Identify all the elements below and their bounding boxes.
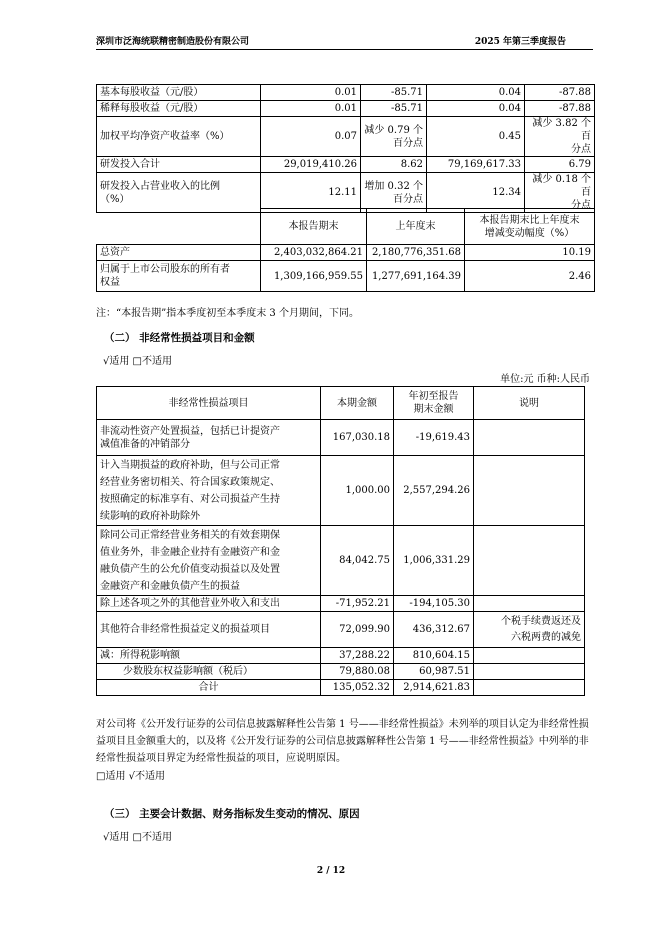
table-row bbox=[97, 173, 595, 213]
cell-value: 12.11 bbox=[261, 173, 361, 213]
cell-value: 1,277,691,164.39 bbox=[367, 261, 465, 292]
item-label: 除上述各项之外的其他营业外收入和支出 bbox=[97, 596, 321, 612]
cell-value: 0.07 bbox=[261, 117, 361, 157]
row-label: 加权平均净资产收益率（%） bbox=[97, 117, 261, 157]
ytd-amount: 810,604.15 bbox=[394, 648, 474, 664]
applicable-status: √适用 □不适用 bbox=[103, 356, 172, 367]
ytd-amount: -194,105.30 bbox=[394, 596, 474, 612]
paragraph-applicable-status: □适用 √不适用 bbox=[96, 771, 165, 782]
table-row bbox=[97, 648, 585, 664]
cell-value: 0.04 bbox=[427, 85, 525, 101]
table-row bbox=[97, 157, 595, 173]
cell-value-multiline: 减少 0.79 个 百分点 bbox=[361, 117, 427, 157]
column-header: 非经常性损益项目 bbox=[97, 387, 321, 420]
table-row bbox=[97, 456, 585, 526]
description bbox=[474, 596, 585, 612]
current-amount: 167,030.18 bbox=[321, 420, 394, 456]
cell-value: 2.46 bbox=[465, 261, 595, 292]
table-row bbox=[97, 261, 595, 292]
table-row bbox=[97, 612, 585, 648]
ytd-amount: 2,914,621.83 bbox=[394, 680, 474, 696]
description bbox=[474, 664, 585, 680]
ytd-amount: 1,006,331.29 bbox=[394, 526, 474, 596]
current-amount: 84,042.75 bbox=[321, 526, 394, 596]
report-title: 2025 年第三季度报告 bbox=[474, 37, 566, 47]
row-label-multiline: 归属于上市公司股东的所有者 权益 bbox=[97, 261, 261, 292]
table-row bbox=[97, 664, 585, 680]
section-title: （二） 非经常性损益项目和金额 bbox=[104, 332, 255, 344]
cell-value: 10.19 bbox=[465, 245, 595, 261]
item-label: 非流动性资产处置损益，包括已计提资产 减值准备的冲销部分 bbox=[97, 420, 321, 456]
item-label: 除同公司正常经营业务相关的有效套期保 值业务外，非金融企业持有金融资产和金 融负债产生的公允价值变动损益以及处置 金融资产和金融负债产生的损益 bbox=[97, 526, 321, 596]
current-amount: -71,952.21 bbox=[321, 596, 394, 612]
table-row bbox=[97, 85, 595, 101]
column-header: 本期金额 bbox=[321, 387, 394, 420]
item-label: 合计 bbox=[97, 680, 321, 696]
cell-value: 0.01 bbox=[261, 101, 361, 117]
cell-value: 2,180,776,351.68 bbox=[367, 245, 465, 261]
table-row bbox=[97, 680, 585, 696]
item-label: 计入当期损益的政府补助，但与公司正常 经营业务密切相关、符合国家政策规定、 按照确定的标准享有、对公司损益产生持 续影响的政府补助除外 bbox=[97, 456, 321, 526]
unit-label: 单位:元 币种:人民币 bbox=[500, 374, 590, 385]
table-row bbox=[97, 117, 595, 157]
cell-value-multiline: 减少 0.18 个百 分点 bbox=[525, 173, 595, 213]
company-name: 深圳市泛海统联精密制造股份有限公司 bbox=[96, 37, 250, 47]
description bbox=[474, 526, 585, 596]
column-header: 本报告期末 bbox=[261, 209, 367, 245]
table-header-row bbox=[97, 209, 595, 245]
cell-value: 0.45 bbox=[427, 117, 525, 157]
table-row bbox=[97, 245, 595, 261]
cell-value-multiline: 减少 3.82 个百 分点 bbox=[525, 117, 595, 157]
current-amount: 135,052.32 bbox=[321, 680, 394, 696]
row-label: 总资产 bbox=[97, 245, 261, 261]
current-amount: 37,288.22 bbox=[321, 648, 394, 664]
cell-value: 0.01 bbox=[261, 85, 361, 101]
cell-value: 79,169,617.33 bbox=[427, 157, 525, 173]
cell-value: -85.71 bbox=[361, 101, 427, 117]
item-label: 减：所得税影响额 bbox=[97, 648, 321, 664]
current-amount: 79,880.08 bbox=[321, 664, 394, 680]
key-metrics-table bbox=[96, 84, 595, 213]
table-row bbox=[97, 420, 585, 456]
applicable-status: √适用 □不适用 bbox=[103, 832, 172, 843]
cell-value: -87.88 bbox=[525, 85, 595, 101]
item-label: 少数股东权益影响额（税后） bbox=[97, 664, 321, 680]
item-label: 其他符合非经常性损益定义的损益项目 bbox=[97, 612, 321, 648]
explanation-paragraph: 对公司将《公开发行证券的公司信息披露解释性公告第 1 号——非经常性损益》未列举的项目认定为非经常性损益项目且金额重大的，以及将《公开发行证券的公司信息披露解释性公告第 1 号——非经常性损益》中列举的非经常性损益项目界定为经常性损益的项目，应说明原因。 bbox=[96, 719, 589, 764]
description bbox=[474, 456, 585, 526]
table-note: 注：“本报告期”指本季度初至本季度末 3 个月期间，下同。 bbox=[96, 308, 359, 319]
section-title: （三） 主要会计数据、财务指标发生变动的情况、原因 bbox=[104, 808, 360, 820]
row-label: 基本每股收益（元/股） bbox=[97, 85, 261, 101]
cell-value: 12.34 bbox=[427, 173, 525, 213]
cell-value: 6.79 bbox=[525, 157, 595, 173]
description bbox=[474, 420, 585, 456]
row-label: 稀释每股收益（元/股） bbox=[97, 101, 261, 117]
column-header: 上年度末 bbox=[367, 209, 465, 245]
non-recurring-table bbox=[96, 386, 585, 696]
table-row bbox=[97, 596, 585, 612]
page-number: 2 / 12 bbox=[316, 866, 346, 876]
column-header: 说明 bbox=[474, 387, 585, 420]
cell-value: 8.62 bbox=[361, 157, 427, 173]
table-header-row bbox=[97, 387, 585, 420]
row-label-multiline: 研发投入占营业收入的比例 （%） bbox=[97, 173, 261, 213]
cell-value: -85.71 bbox=[361, 85, 427, 101]
balance-table bbox=[96, 208, 595, 292]
current-amount: 1,000.00 bbox=[321, 456, 394, 526]
ytd-amount: 2,557,294.26 bbox=[394, 456, 474, 526]
ytd-amount: 60,987.51 bbox=[394, 664, 474, 680]
cell-value: 1,309,166,959.55 bbox=[261, 261, 367, 292]
description bbox=[474, 648, 585, 664]
cell-value-multiline: 增加 0.32 个 百分点 bbox=[361, 173, 427, 213]
ytd-amount: -19,619.43 bbox=[394, 420, 474, 456]
cell-value: 29,019,410.26 bbox=[261, 157, 361, 173]
header-divider bbox=[96, 49, 593, 50]
current-amount: 72,099.90 bbox=[321, 612, 394, 648]
cell-value: 0.04 bbox=[427, 101, 525, 117]
row-label: 研发投入合计 bbox=[97, 157, 261, 173]
column-header-multiline: 年初至报告 期末金额 bbox=[394, 387, 474, 420]
cell-value: 2,403,032,864.21 bbox=[261, 245, 367, 261]
table-row bbox=[97, 101, 595, 117]
column-header-multiline: 本报告期末比上年度末 增减变动幅度（%） bbox=[465, 209, 595, 245]
description bbox=[474, 680, 585, 696]
description: 个税手续费返还及 六税两费的减免 bbox=[474, 612, 585, 648]
ytd-amount: 436,312.67 bbox=[394, 612, 474, 648]
table-row bbox=[97, 526, 585, 596]
empty-cell bbox=[97, 209, 261, 245]
cell-value: -87.88 bbox=[525, 101, 595, 117]
